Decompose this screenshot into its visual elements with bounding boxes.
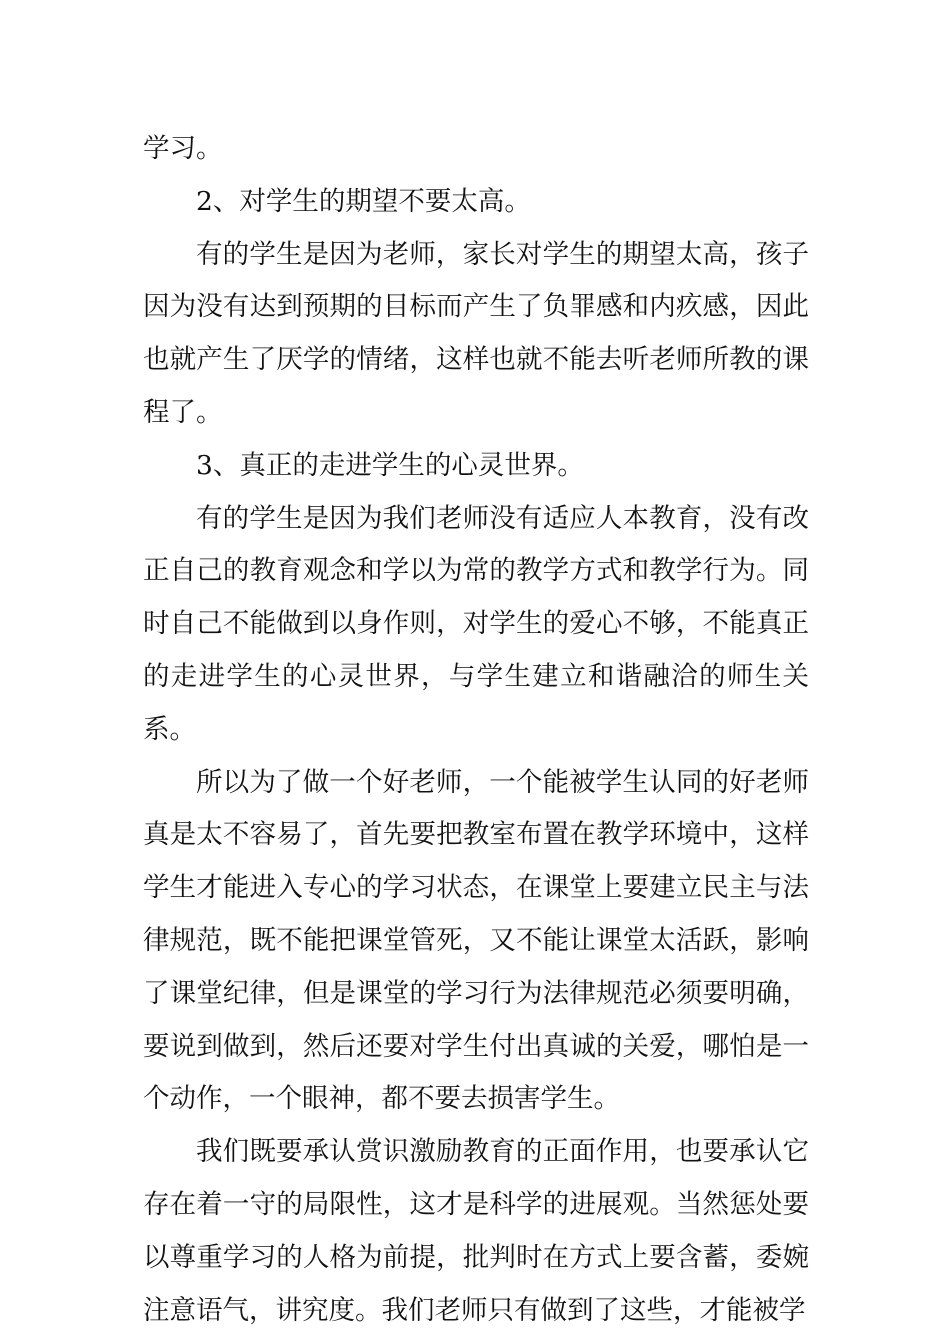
paragraph-5: 有的学生是因为我们老师没有适应人本教育，没有改正自己的教育观念和学以为常的教学方式和教学行为。同时自己不能做到以身作则，对学生的爱心不够，不能真正的走进学生的心灵世界，与学生建立和谐融洽的师生关系。 [143, 502, 809, 745]
paragraph-7: 我们既要承认赏识激励教育的正面作用，也要承认它存在着一守的局限性，这才是科学的进展观。当然惩处要以尊重学习的人格为前提，批判时在方式上要含蓄，委婉注意语气，讲究度。我们老师只有做到了这些，才能被学 [143, 1136, 809, 1326]
document-body [143, 123, 809, 1337]
paragraph-2-heading: 2、对学生的期望不要太高。 [196, 185, 531, 217]
paragraph-3: 有的学生是因为老师，家长对学生的期望太高，孩子因为没有达到预期的目标而产生了负罪感和内疚感，因此也就产生了厌学的情绪，这样也就不能去听老师所教的课程了。 [143, 238, 809, 428]
paragraph-6: 所以为了做一个好老师，一个能被学生认同的好老师真是太不容易了，首先要把教室布置在教学环境中，这样学生才能进入专心的学习状态，在课堂上要建立民主与法律规范，既不能把课堂管死，又不能让课堂太活跃，影响了课堂纪律，但是课堂的学习行为法律规范必须要明确，要说到做到，然后还要对学生付出真诚的关爱，哪怕是一个动作，一个眼神，都不要去损害学生。 [143, 766, 809, 1115]
paragraph-4-heading: 3、真正的走进学生的心灵世界。 [196, 449, 584, 481]
paragraph-1: 学习。 [143, 133, 223, 164]
